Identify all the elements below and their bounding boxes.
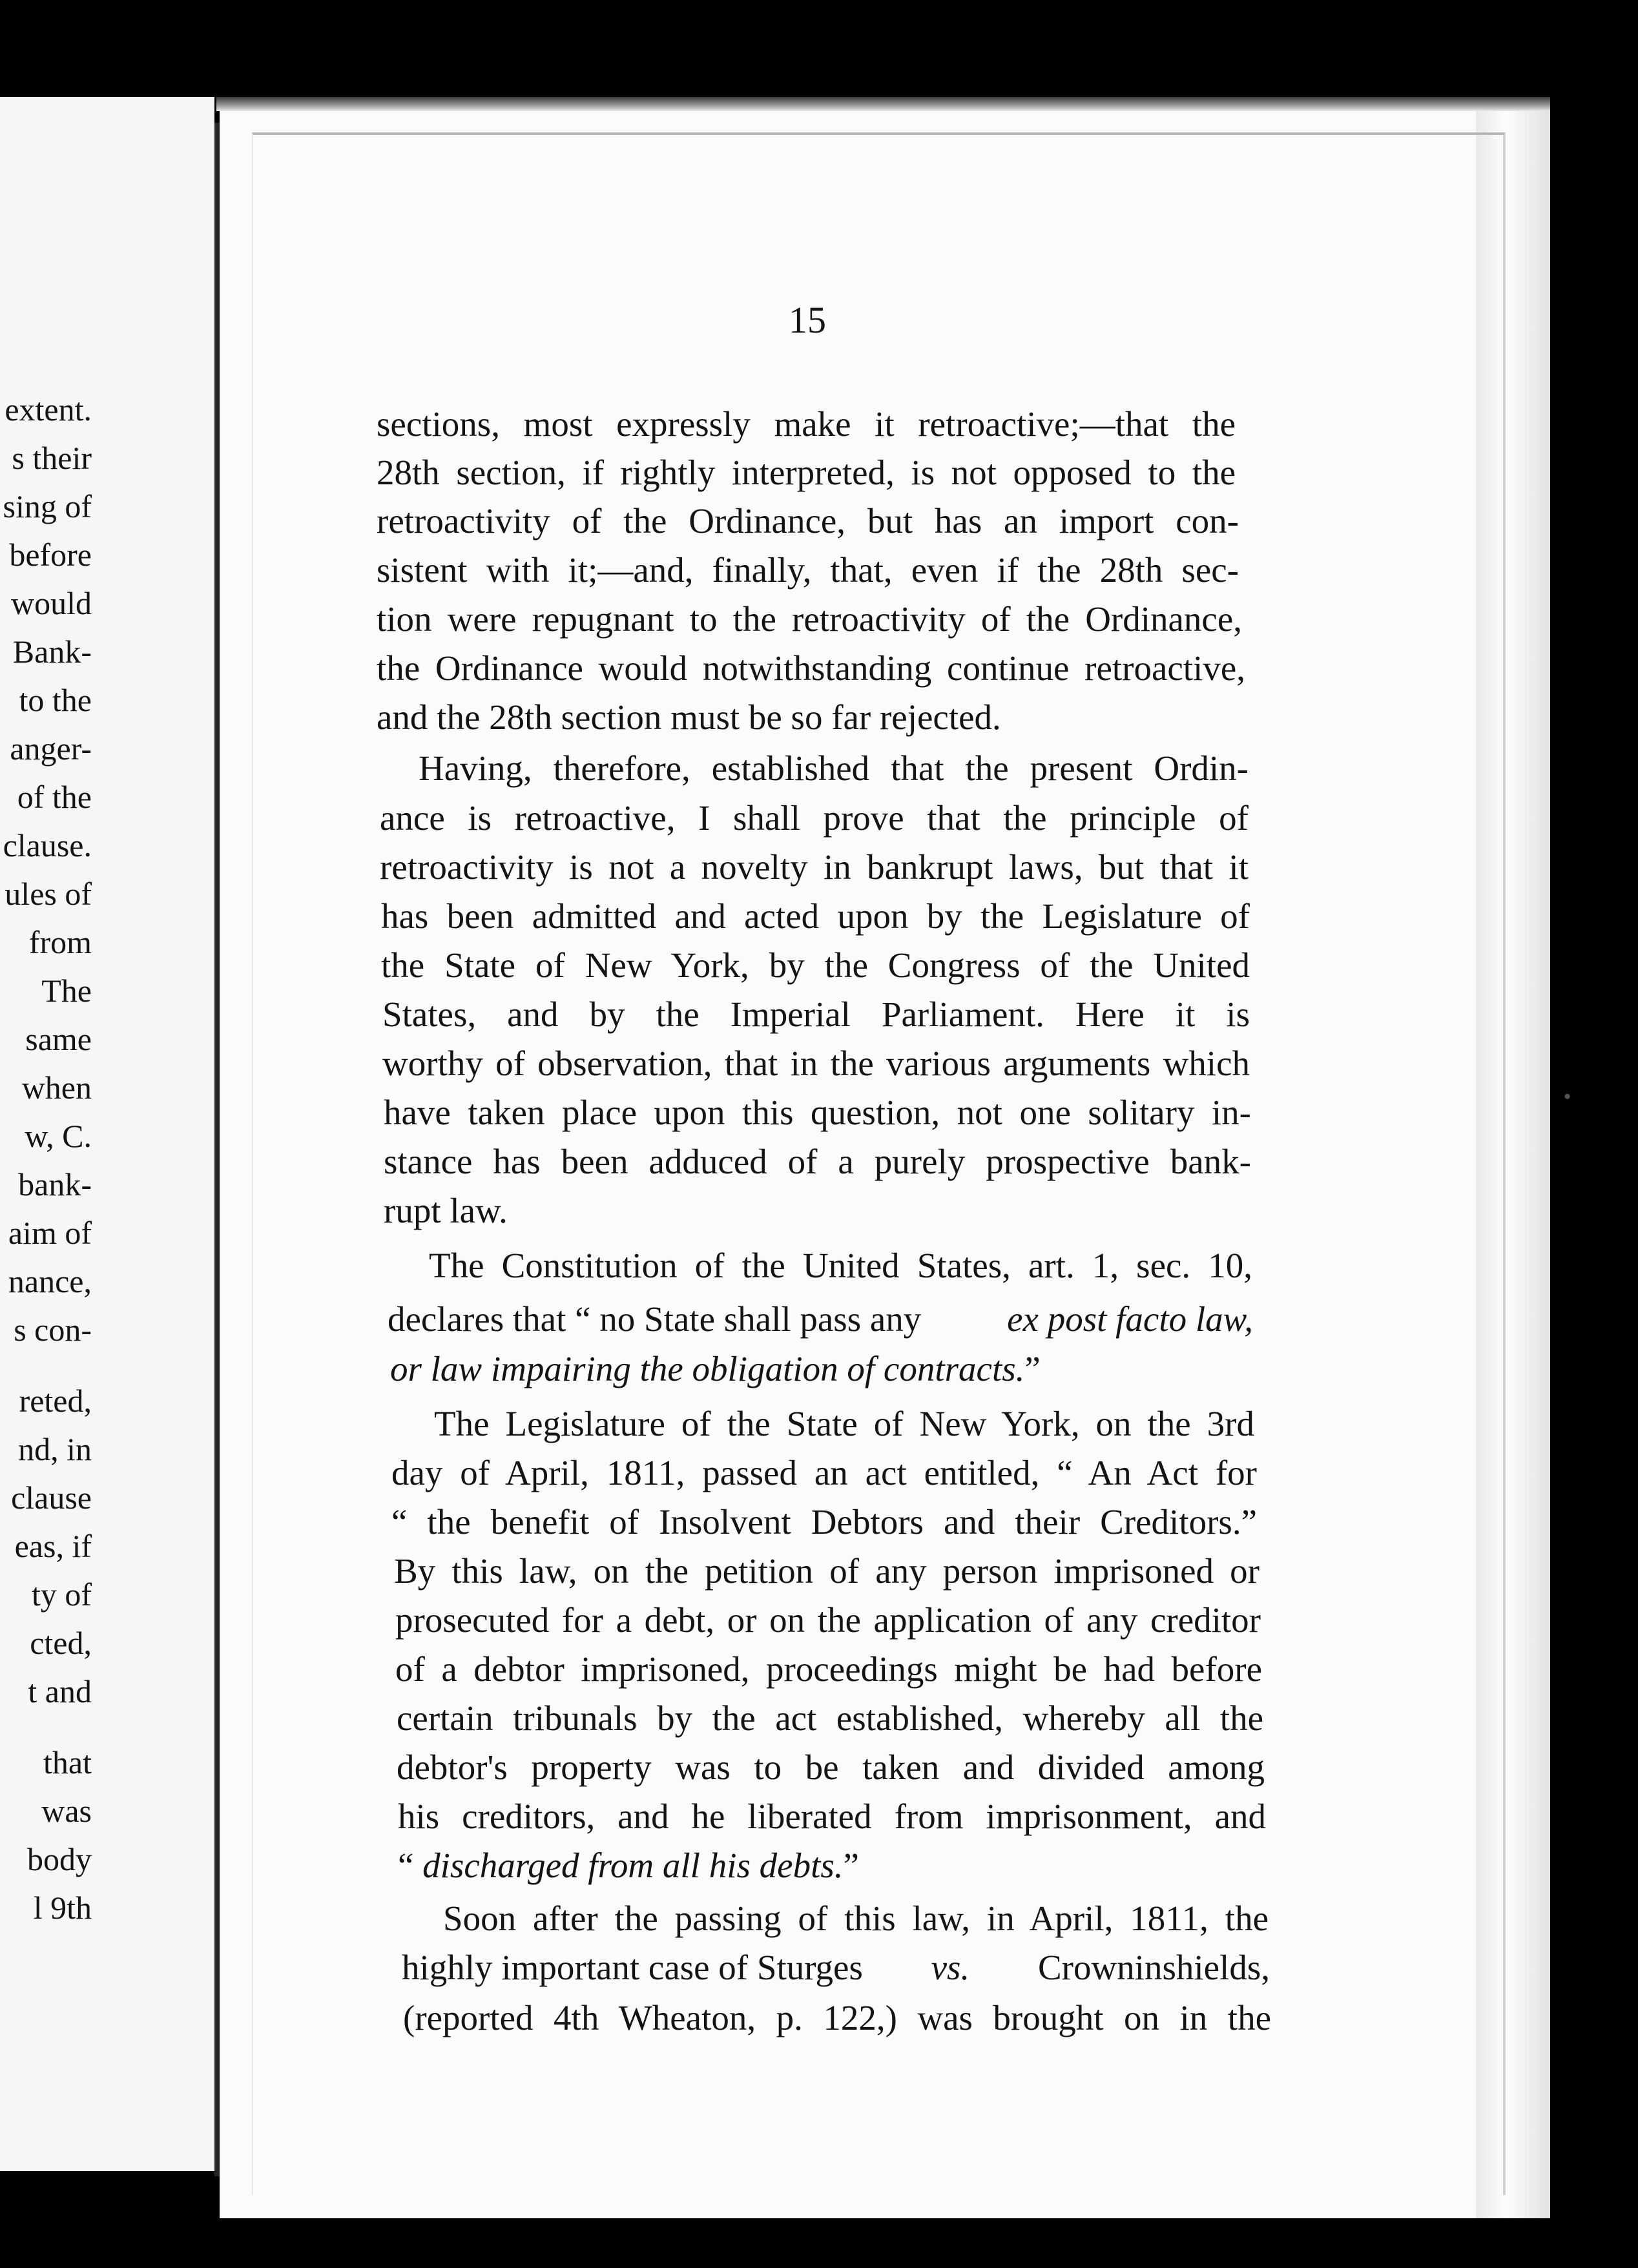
text-span: ” [843, 1846, 859, 1885]
text-line: tion were repugnant to the retroactivity of the Ordinance, [377, 599, 1242, 639]
left-page-line: aim of [8, 1215, 92, 1251]
left-page-line: when [21, 1069, 92, 1106]
text-line [390, 1346, 1041, 1392]
text-span: highly important case of Sturges [402, 1948, 863, 1987]
left-page-line: s their [12, 440, 92, 476]
text-line: States, and by the Imperial Parliament. Here it is [382, 995, 1250, 1034]
left-page-line: reted, [19, 1383, 92, 1419]
text-line: The Legislature of the State of New York, on the 3rd [434, 1404, 1254, 1443]
italic-text: or law impairing the obligation of contracts. [390, 1349, 1025, 1388]
text-line: worthy of observation, that in the various arguments which [382, 1044, 1250, 1083]
left-page-line: before [9, 537, 92, 573]
text-line: Soon after the passing of this law, in April, 1811, the [443, 1899, 1269, 1938]
text-line [388, 1297, 1253, 1342]
text-line: rupt law. [384, 1191, 508, 1230]
left-page-line: The [41, 973, 92, 1009]
text-line: the State of New York, by the Congress of the United [381, 945, 1250, 985]
text-line [402, 1945, 1270, 1990]
left-page-line: body [27, 1841, 92, 1877]
left-page-line: Bank- [12, 634, 92, 670]
italic-text: vs. [931, 1948, 970, 1987]
left-page-line: extent. [5, 391, 92, 428]
left-page-line: same [25, 1021, 92, 1057]
left-page-line: of the [17, 779, 92, 815]
margin-speck: • [1558, 1084, 1576, 1109]
text-line: prosecuted for a debt, or on the application of any creditor [395, 1600, 1261, 1640]
text-span: Crowninshields, [1037, 1948, 1270, 1987]
text-line [398, 1843, 979, 1888]
text-line: day of April, 1811, passed an act entitled, “ An Act for [391, 1453, 1257, 1492]
text-line: certain tribunals by the act established, whereby all the [397, 1698, 1263, 1738]
text-line: “ the benefit of Insolvent Debtors and their Creditors.” [391, 1502, 1257, 1541]
text-line: his creditors, and he liberated from imprisonment, and [398, 1797, 1266, 1836]
text-line: has been admitted and acted upon by the Legislature of [381, 896, 1250, 936]
text-line: have taken place upon this question, not one solitary in- [384, 1093, 1251, 1132]
text-line: and the 28th section must be so far rejected. [377, 697, 1001, 737]
text-line: retroactivity of the Ordinance, but has an import con- [377, 501, 1239, 541]
page-number: 15 [789, 299, 826, 341]
left-page-line: that [43, 1744, 92, 1780]
left-page-line: from [28, 924, 92, 960]
text-line: 28th section, if rightly interpreted, is not opposed to the [377, 453, 1236, 492]
text-line: By this law, on the petition of any person imprisoned or [394, 1551, 1260, 1591]
left-page-line: t and [28, 1673, 92, 1709]
left-page-line: l 9th [33, 1890, 92, 1926]
italic-text: discharged from all his debts. [422, 1846, 844, 1885]
left-page-line: ules of [5, 876, 92, 912]
text-line: ance is retroactive, I shall prove that the principle of [380, 798, 1249, 838]
left-page-line: would [11, 585, 92, 621]
left-page-line: nd, in [18, 1431, 92, 1467]
text-span: ” [1024, 1349, 1041, 1388]
text-line: stance has been adduced of a purely prospective bank- [384, 1142, 1251, 1181]
left-page-line: was [41, 1793, 92, 1829]
text-line: The Constitution of the United States, art. 1, sec. 10, [429, 1246, 1252, 1285]
left-page-line: anger- [10, 730, 92, 767]
text-line: Having, therefore, established that the present Ordin- [419, 748, 1249, 788]
left-page-line: eas, if [14, 1528, 92, 1564]
text-line: of a debtor imprisoned, proceedings might be had before [395, 1649, 1262, 1689]
left-page-line: to the [19, 682, 92, 718]
text-line: sections, most expressly make it retroactive;—that the [377, 404, 1236, 444]
left-page-line: ty of [31, 1576, 92, 1613]
left-page-line: clause [11, 1479, 92, 1516]
left-page-line: sing of [3, 488, 92, 524]
left-page-line: clause. [3, 827, 92, 863]
left-page-line: nance, [8, 1263, 92, 1299]
left-page-line: w, C. [25, 1118, 92, 1154]
left-page-line: s con- [14, 1312, 92, 1348]
text-line: (reported 4th Wheaton, p. 122,) was brought on in the [403, 1998, 1271, 2037]
text-span: “ [398, 1846, 423, 1885]
left-page-line: cted, [30, 1625, 92, 1661]
text-span: declares that “ no State shall pass any [388, 1299, 922, 1339]
text-line: retroactivity is not a novelty in bankrupt laws, but that it [380, 847, 1249, 887]
left-page-line: bank- [18, 1166, 92, 1202]
italic-text: ex post facto law, [1007, 1299, 1253, 1339]
text-line: the Ordinance would notwithstanding continue retroactive, [377, 648, 1245, 688]
text-line: debtor's property was to be taken and divided among [397, 1747, 1265, 1787]
text-line: sistent with it;—and, finally, that, even if the 28th sec- [377, 550, 1239, 590]
